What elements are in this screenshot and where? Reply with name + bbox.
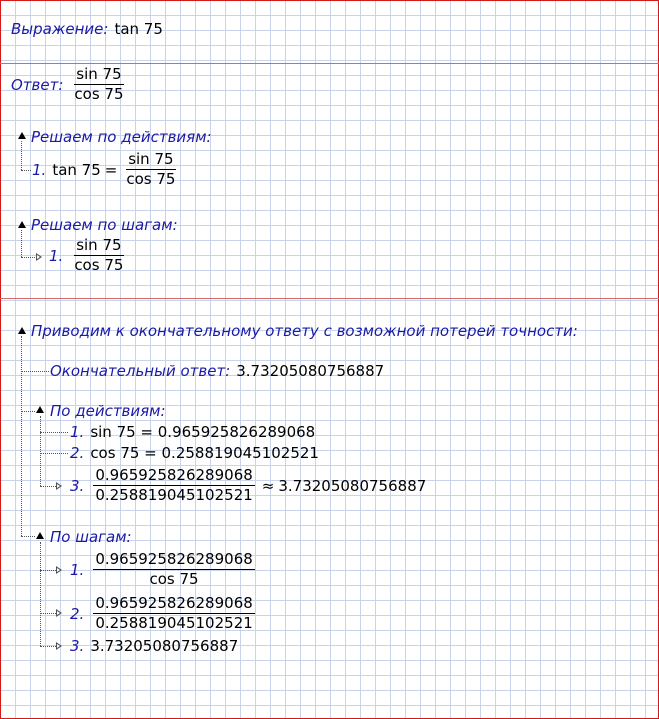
expand-toggle-icon[interactable] [36,253,42,261]
expand-toggle-icon[interactable] [56,642,62,650]
step-number: 3. [70,637,85,655]
expand-toggle-icon[interactable] [56,482,62,490]
collapse-toggle-icon[interactable] [36,406,44,413]
by-actions-title: Решаем по действиям: [31,128,212,146]
final-answer-label: Окончательный ответ: [50,362,231,380]
final-by-steps-header[interactable] [50,528,132,546]
answer-label: Ответ: [11,75,64,94]
step-numerator: 0.965925826289068 [95,466,253,484]
by-actions-step-1 [32,150,180,189]
step-text: sin 75 = 0.965925826289068 [90,423,316,441]
step-denominator: cos 75 [126,170,176,188]
final-section-header[interactable] [31,322,578,340]
step-number: 1. [70,560,85,579]
final-answer-row [50,362,384,380]
step-fraction [93,466,254,505]
by-actions-header[interactable] [31,128,212,146]
step-numerator: 0.965925826289068 [95,550,253,568]
expand-toggle-icon[interactable] [56,566,62,574]
collapse-toggle-icon[interactable] [18,221,26,228]
final-by-actions-header[interactable] [50,402,166,420]
by-steps-header[interactable] [31,216,178,234]
answer-row [11,65,129,104]
final-by-steps-step-1 [70,550,258,589]
step-number: 1. [70,423,85,441]
by-steps-step-1 [49,236,128,275]
step-denominator: cos 75 [149,570,199,588]
answer-fraction [72,65,125,104]
step-number: 1. [32,160,47,179]
final-by-steps-title: По шагам: [50,528,132,546]
step-numerator: sin 75 [76,236,122,254]
final-by-steps-step-3 [70,637,238,655]
section-divider [0,63,659,64]
step-fraction [124,150,177,189]
step-fraction [93,594,254,633]
section-divider [0,298,659,299]
final-by-actions-step-3 [70,466,426,505]
step-number: 2. [70,604,85,623]
step-number: 2. [70,444,85,462]
step-number: 1. [49,246,64,265]
expression-label: Выражение: [11,20,109,38]
final-by-actions-title: По действиям: [50,402,166,420]
step-denominator: 0.258819045102521 [95,486,253,504]
step-numerator: sin 75 [128,150,174,168]
collapse-toggle-icon[interactable] [36,532,44,539]
step-text: cos 75 = 0.258819045102521 [90,444,319,462]
equals-sign: = [104,160,118,179]
step-result: 3.73205080756887 [278,476,427,495]
approx-sign: ≈ [261,476,275,495]
final-by-steps-step-2 [70,594,258,633]
final-answer-value: 3.73205080756887 [236,362,385,380]
step-text: 3.73205080756887 [90,637,239,655]
collapse-toggle-icon[interactable] [18,132,26,139]
answer-denominator: cos 75 [74,85,124,103]
collapse-toggle-icon[interactable] [18,327,26,334]
answer-numerator: sin 75 [76,65,122,83]
expand-toggle-icon[interactable] [56,609,62,617]
step-lhs: tan 75 [52,160,101,179]
step-number: 3. [70,476,85,495]
expression-row [11,20,163,38]
final-by-actions-step-1 [70,423,315,441]
final-section-title: Приводим к окончательному ответу с возможной потерей точности: [31,322,578,340]
step-numerator: 0.965925826289068 [95,594,253,612]
by-steps-title: Решаем по шагам: [31,216,178,234]
step-denominator: 0.258819045102521 [95,614,253,632]
step-fraction [72,236,125,275]
final-by-actions-step-2 [70,444,319,462]
step-fraction [93,550,254,589]
step-denominator: cos 75 [74,256,124,274]
expression-value: tan 75 [114,20,163,38]
